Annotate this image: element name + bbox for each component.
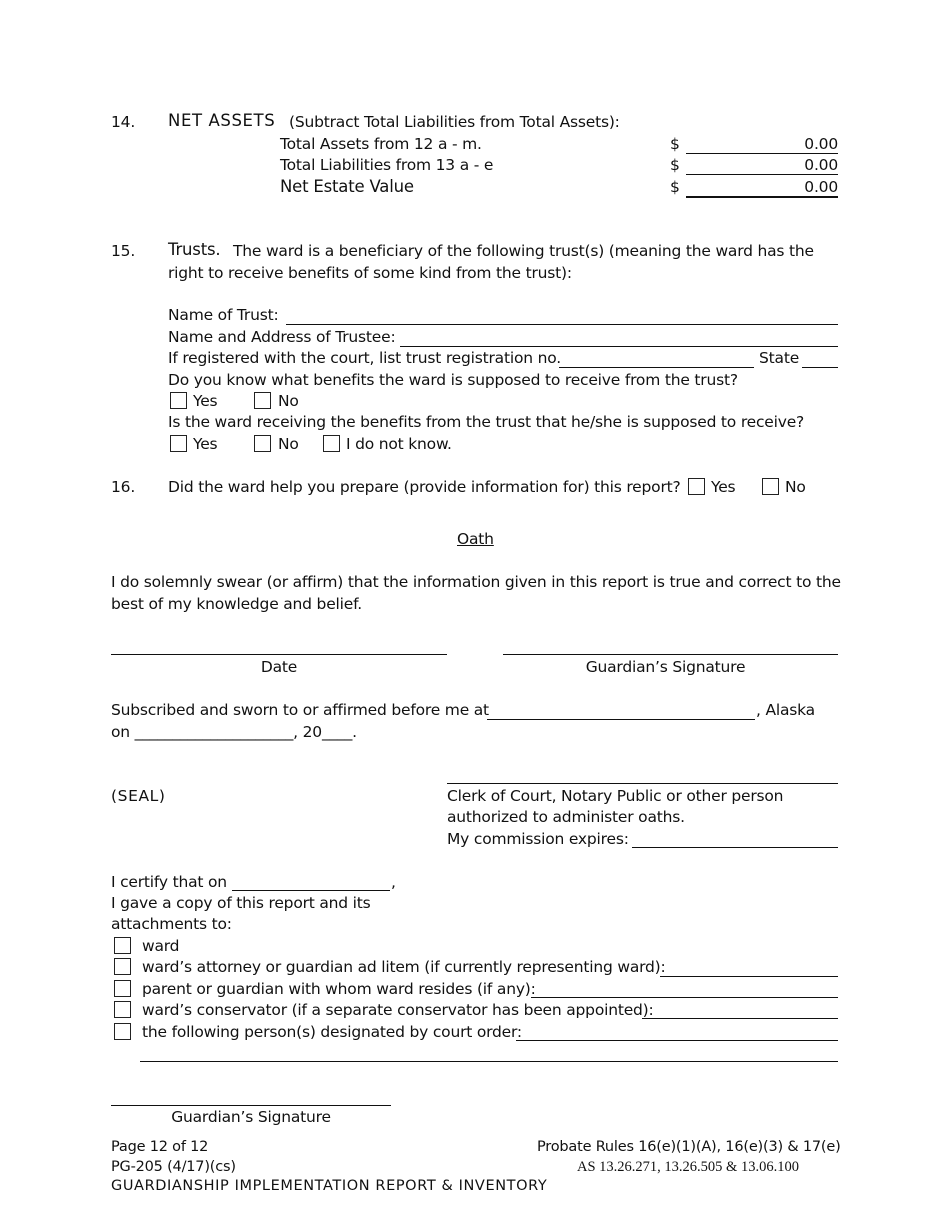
section-14-number: 14. [111, 113, 136, 131]
trustee-field[interactable] [400, 346, 838, 347]
copy-court-order-field-2[interactable] [140, 1061, 838, 1062]
section-15-number: 15. [111, 242, 136, 260]
copy-parent-field[interactable] [531, 997, 838, 998]
ward-helped-yes-label: Yes [711, 478, 736, 496]
guardian-signature-label: Guardian’s Signature [585, 658, 746, 676]
clerk-signature-line[interactable] [447, 783, 838, 784]
certify-text-2: I gave a copy of this report and its [111, 894, 371, 912]
clerk-label-1: Clerk of Court, Notary Public or other person [447, 787, 784, 805]
copy-attorney-field[interactable] [660, 976, 838, 977]
oath-text-1: I do solemnly swear (or affirm) that the information given in this report is true and correct to the [111, 573, 841, 591]
copy-court-order-label: the following person(s) designated by court order: [142, 1023, 522, 1041]
date-line[interactable] [111, 654, 447, 655]
total-assets-currency: $ [670, 135, 680, 153]
benefits-received-unknown-checkbox[interactable] [323, 435, 340, 452]
clerk-label-2: authorized to administer oaths. [447, 808, 685, 826]
ward-helped-yes-checkbox[interactable] [688, 478, 705, 495]
copy-court-order-field[interactable] [516, 1040, 838, 1041]
copy-conservator-label: ward’s conservator (if a separate conservator has been appointed): [142, 1001, 654, 1019]
sworn-date-line[interactable]: on _____________________, 20____. [111, 723, 357, 741]
benefits-received-question: Is the ward receiving the benefits from the trust that he/she is supposed to receive? [168, 413, 805, 431]
certify-comma: , [391, 873, 396, 891]
state-field[interactable] [802, 367, 838, 368]
footer-page-number: Page 12 of 12 [111, 1139, 209, 1155]
total-liabilities-label: Total Liabilities from 13 a - e [280, 156, 494, 174]
alaska-text: , Alaska [756, 701, 815, 719]
net-estate-value[interactable]: 0.00 [686, 178, 838, 198]
copy-attorney-label: ward’s attorney or guardian ad litem (if currently representing ward): [142, 958, 666, 976]
guardian-signature-line[interactable] [503, 654, 838, 655]
copy-attorney-checkbox[interactable] [114, 958, 131, 975]
footer-form-title: GUARDIANSHIP IMPLEMENTATION REPORT & INVENTORY [111, 1178, 548, 1194]
net-estate-currency: $ [670, 178, 680, 196]
total-liabilities-currency: $ [670, 156, 680, 174]
benefits-known-question: Do you know what benefits the ward is supposed to receive from the trust? [168, 371, 738, 389]
certify-text-3: attachments to: [111, 915, 232, 933]
date-label: Date [260, 658, 298, 676]
copy-court-order-checkbox[interactable] [114, 1023, 131, 1040]
benefits-known-yes-checkbox[interactable] [170, 392, 187, 409]
copy-parent-checkbox[interactable] [114, 980, 131, 997]
benefits-received-no-label: No [278, 435, 299, 453]
registration-label: If registered with the court, list trust registration no. [168, 349, 561, 367]
footer-probate-rules: Probate Rules 16(e)(1)(A), 16(e)(3) & 17(e) [537, 1139, 841, 1155]
subscribed-text: Subscribed and sworn to or affirmed before me at [111, 701, 489, 719]
commission-label: My commission expires: [447, 830, 629, 848]
section-15-intro-1: The ward is a beneficiary of the following trust(s) (meaning the ward has the [233, 242, 814, 260]
section-15-intro-2: right to receive benefits of some kind from the trust): [168, 264, 572, 282]
trust-name-field[interactable] [286, 324, 838, 325]
copy-ward-label: ward [142, 937, 180, 955]
benefits-received-yes-checkbox[interactable] [170, 435, 187, 452]
section-15-title: Trusts. [168, 240, 221, 259]
footer-statutes: AS 13.26.271, 13.26.505 & 13.06.100 [577, 1159, 799, 1175]
section-14-subtitle: (Subtract Total Liabilities from Total Assets): [289, 113, 620, 131]
certify-text-1: I certify that on [111, 873, 227, 891]
total-assets-value[interactable]: 0.00 [686, 135, 838, 154]
commission-expires-field[interactable] [632, 847, 838, 848]
benefits-known-no-checkbox[interactable] [254, 392, 271, 409]
benefits-known-yes-label: Yes [193, 392, 218, 410]
seal-label: (SEAL) [111, 787, 166, 805]
registration-field[interactable] [559, 367, 754, 368]
copy-conservator-field[interactable] [642, 1018, 838, 1019]
certify-date-field[interactable] [232, 890, 390, 891]
ward-helped-question: Did the ward help you prepare (provide information for) this report? [168, 478, 681, 496]
benefits-received-unknown-label: I do not know. [346, 435, 452, 453]
benefits-known-no-label: No [278, 392, 299, 410]
total-liabilities-value[interactable]: 0.00 [686, 156, 838, 175]
copy-ward-checkbox[interactable] [114, 937, 131, 954]
total-assets-label: Total Assets from 12 a - m. [280, 135, 482, 153]
state-label: State [759, 349, 800, 367]
net-estate-label: Net Estate Value [280, 177, 414, 196]
certify-signature-line[interactable] [111, 1105, 391, 1106]
section-16-number: 16. [111, 478, 136, 496]
copy-parent-label: parent or guardian with whom ward resides (if any): [142, 980, 536, 998]
ward-helped-no-label: No [785, 478, 806, 496]
sworn-location-field[interactable] [487, 719, 755, 720]
oath-text-2: best of my knowledge and belief. [111, 595, 362, 613]
trustee-label: Name and Address of Trustee: [168, 328, 396, 346]
certify-signature-label: Guardian’s Signature [171, 1108, 331, 1126]
copy-conservator-checkbox[interactable] [114, 1001, 131, 1018]
trust-name-label: Name of Trust: [168, 306, 279, 324]
benefits-received-yes-label: Yes [193, 435, 218, 453]
oath-heading: Oath [457, 530, 494, 548]
ward-helped-no-checkbox[interactable] [762, 478, 779, 495]
benefits-received-no-checkbox[interactable] [254, 435, 271, 452]
footer-form-number: PG-205 (4/17)(cs) [111, 1159, 236, 1175]
section-14-title: NET ASSETS [168, 111, 276, 130]
